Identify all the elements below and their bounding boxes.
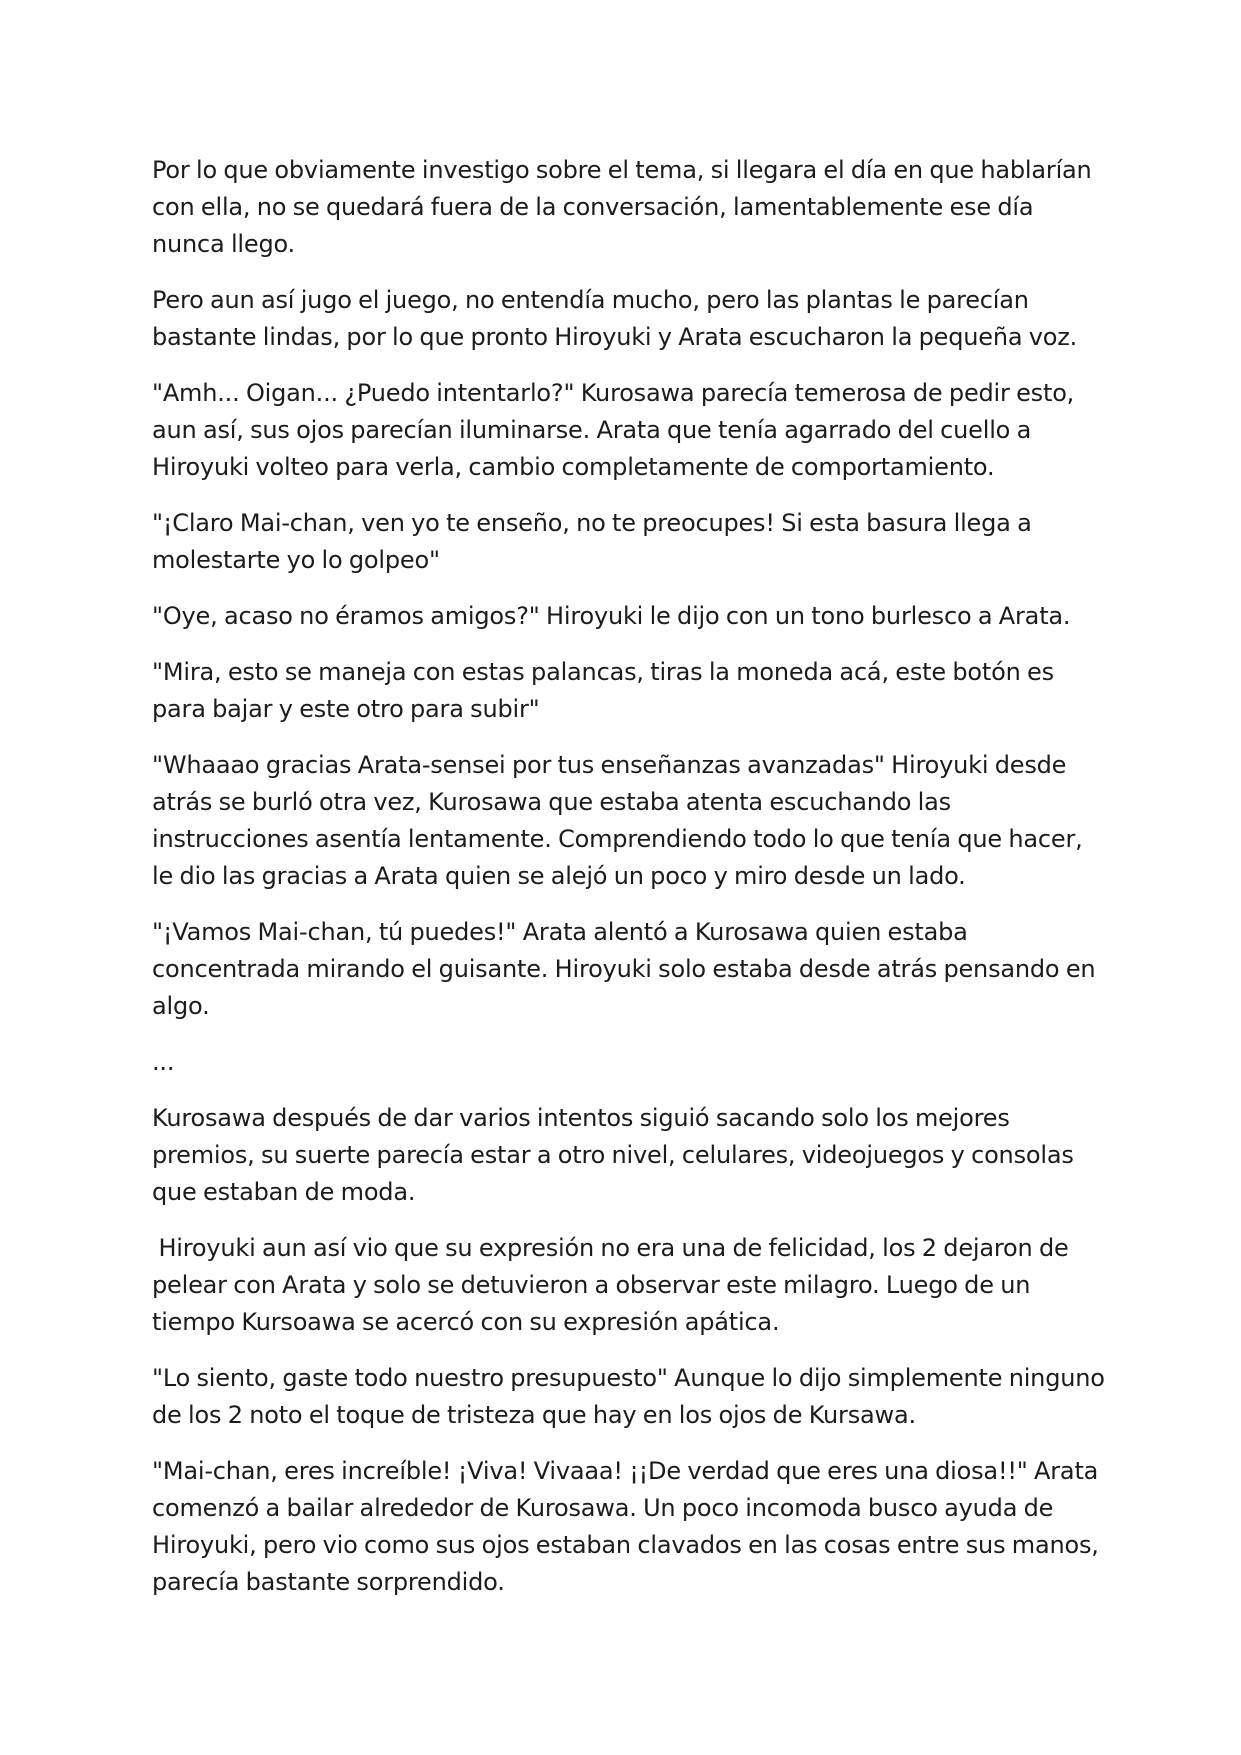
scene-break-ellipsis: ... bbox=[152, 1048, 175, 1076]
paragraph: "¡Vamos Mai-chan, tú puedes!" Arata alentó a Kurosawa quien estaba concentrada mirando el guisante. Hiroyuki solo estaba desde atrás pensando en algo. bbox=[152, 918, 1102, 1020]
paragraph: Por lo que obviamente investigo sobre el tema, si llegara el día en que hablarían con ella, no se quedará fuera de la conversación, lamentablemente ese día nunca llego. bbox=[152, 156, 1098, 258]
paragraph: Kurosawa después de dar varios intentos siguió sacando solo los mejores premios, su suerte parecía estar a otro nivel, celulares, videojuegos y consolas que estaban de moda. bbox=[152, 1104, 1081, 1206]
paragraph: "¡Claro Mai-chan, ven yo te enseño, no te preocupes! Si esta basura llega a molestarte yo lo golpeo" bbox=[152, 509, 1039, 574]
paragraph: Hiroyuki aun así vio que su expresión no era una de felicidad, los 2 dejaron de pelear con Arata y solo se detuvieron a observar este milagro. Luego de un tiempo Kursoawa se acercó con su expresión apática. bbox=[152, 1234, 1075, 1336]
paragraph: "Oye, acaso no éramos amigos?" Hiroyuki le dijo con un tono burlesco a Arata. bbox=[152, 602, 1071, 630]
document-body bbox=[152, 152, 1112, 1620]
paragraph: Pero aun así jugo el juego, no entendía mucho, pero las plantas le parecían bastante lindas, por lo que pronto Hiroyuki y Arata escucharon la pequeña voz. bbox=[152, 286, 1078, 351]
paragraph: "Lo siento, gaste todo nuestro presupuesto" Aunque lo dijo simplemente ninguno de los 2 noto el toque de tristeza que hay en los ojos de Kursawa. bbox=[152, 1364, 1112, 1429]
paragraph: "Mira, esto se maneja con estas palancas, tiras la moneda acá, este botón es para bajar y este otro para subir" bbox=[152, 658, 1061, 723]
paragraph: "Amh... Oigan... ¿Puedo intentarlo?" Kurosawa parecía temerosa de pedir esto, aun así, sus ojos parecían iluminarse. Arata que tenía agarrado del cuello a Hiroyuki volteo para verla, cambio completamente de comportamiento. bbox=[152, 379, 1081, 481]
paragraph: "Whaaao gracias Arata-sensei por tus enseñanzas avanzadas" Hiroyuki desde atrás se burló otra vez, Kurosawa que estaba atenta escuchando las instrucciones asentía lentamente. Comprendiendo todo lo que tenía que hacer, le dio las gracias a Arata quien se alejó un poco y miro desde un lado. bbox=[152, 751, 1089, 890]
paragraph: "Mai-chan, eres increíble! ¡Viva! Vivaaa! ¡¡De verdad que eres una diosa!!" Arata comenzó a bailar alrededor de Kurosawa. Un poco incomoda busco ayuda de Hiroyuki, pero vio como sus ojos estaban clavados en las cosas entre sus manos, parecía bastante sorprendido. bbox=[152, 1457, 1106, 1596]
